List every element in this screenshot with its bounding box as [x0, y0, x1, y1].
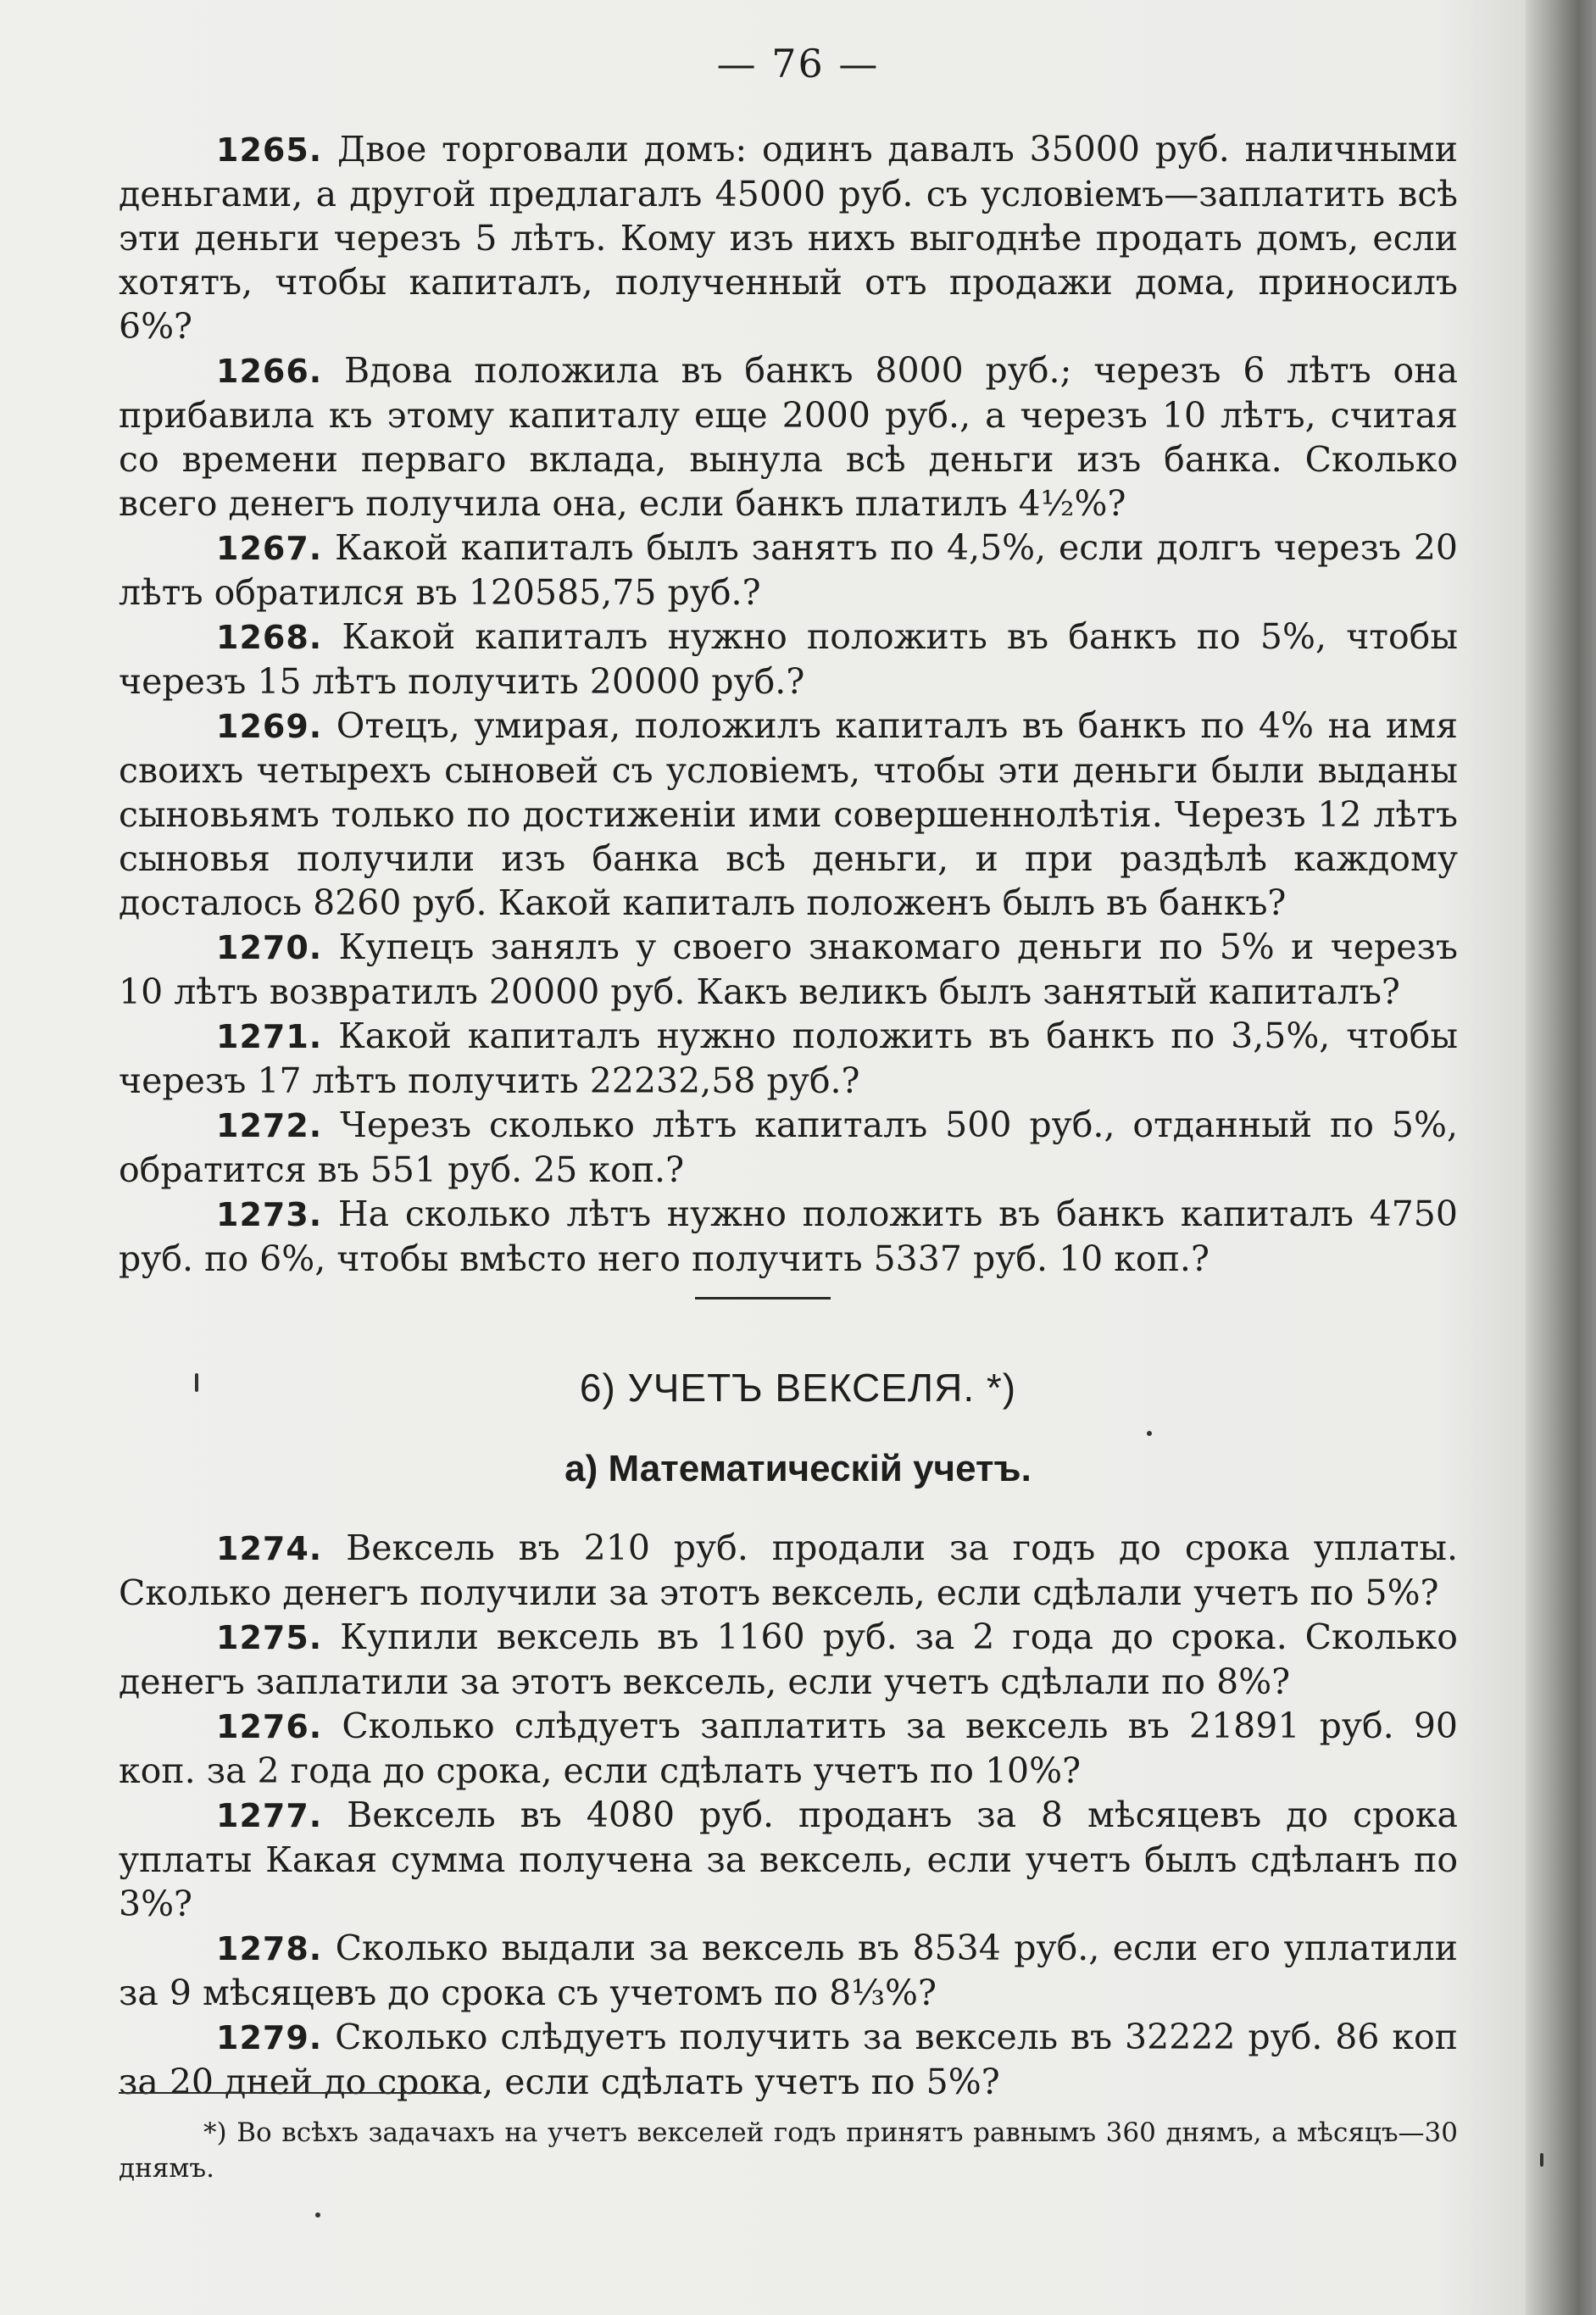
- problem-item: [119, 1704, 1458, 1793]
- problem-number: 1274.: [216, 1530, 323, 1567]
- problem-number: 1267.: [216, 530, 323, 567]
- problem-text: Двое торговали домъ: одинъ давалъ 35000 руб. наличными деньгами, а другой предлагалъ 45000 руб. съ условіемъ—заплатить всѣ эти деньги черезъ 5 лѣтъ. Кому изъ нихъ выгоднѣе продать домъ, если хотятъ, чтобы капиталъ, полученный отъ продажи дома, приносилъ 6%?: [119, 129, 1458, 347]
- problem-number: 1266.: [216, 353, 323, 390]
- problem-number: 1278.: [216, 1930, 323, 1967]
- problem-text: Вдова положила въ банкъ 8000 руб.; черезъ 6 лѣтъ она прибавила къ этому капиталу еще 2000 руб., а черезъ 10 лѣтъ, считая со времени перваго вклада, вынула всѣ деньги изъ банка. Сколько всего денегъ получила она, если банкъ платилъ 4½%?: [119, 350, 1458, 524]
- footnote-rule: [119, 2092, 475, 2094]
- section-divider: [695, 1297, 831, 1299]
- problem-item: [119, 2015, 1458, 2104]
- problem-text: Черезъ сколько лѣтъ капиталъ 500 руб., отданный по 5%, обратится въ 551 руб. 25 коп.?: [119, 1105, 1458, 1190]
- problems-section-bill-discount: [119, 1526, 1458, 2104]
- problem-number: 1276.: [216, 1708, 323, 1745]
- scan-speck: [1147, 1431, 1152, 1436]
- problem-number: 1269.: [216, 708, 323, 745]
- problem-number: 1270.: [216, 929, 323, 966]
- problem-text: Какой капиталъ былъ занятъ по 4,5%, если долгъ черезъ 20 лѣтъ обратился въ 120585,75 руб.?: [119, 527, 1458, 613]
- problem-text: Какой капиталъ нужно положить въ банкъ по 3,5%, чтобы черезъ 17 лѣтъ получить 22232,58 руб.?: [119, 1016, 1458, 1101]
- problem-text: Какой капиталъ нужно положить въ банкъ по 5%, чтобы черезъ 15 лѣтъ получить 20000 руб.?: [119, 616, 1458, 702]
- problem-number: 1271.: [216, 1018, 323, 1055]
- problem-number: 1272.: [216, 1107, 323, 1144]
- problem-number: 1275.: [216, 1619, 323, 1656]
- problem-text: Отецъ, умирая, положилъ капиталъ въ банкъ по 4% на имя своихъ четырехъ сыновей съ условіемъ, чтобы эти деньги были выданы сыновьямъ только по достиженіи ими совершеннолѣтія. Черезъ 12 лѣтъ сыновья получили изъ банка всѣ деньги, и при раздѣлѣ каждому досталось 8260 руб. Какой капиталъ положенъ былъ въ банкъ?: [119, 705, 1458, 923]
- problem-text: Купили вексель въ 1160 руб. за 2 года до срока. Сколько денегъ заплатили за этотъ вексель, если учетъ сдѣлали по 8%?: [119, 1617, 1458, 1702]
- problem-text: Сколько выдали за вексель въ 8534 руб., если его уплатили за 9 мѣсяцевъ до срока съ учетомъ по 8⅓%?: [119, 1928, 1458, 2013]
- problem-number: 1277.: [216, 1797, 323, 1834]
- problems-section-compound-interest: [119, 127, 1458, 1281]
- problem-item: [119, 1926, 1458, 2015]
- problem-item: [119, 704, 1458, 925]
- footnote: *) Во всѣхъ задачахъ на учетъ векселей годъ принятъ равнымъ 360 днямъ, а мѣсяцъ—30 днямъ.: [119, 2117, 1458, 2184]
- problem-item: [119, 348, 1458, 526]
- problem-text: Вексель въ 4080 руб. проданъ за 8 мѣсяцевъ до срока уплаты Какая сумма получена за вексель, если учетъ былъ сдѣланъ по 3%?: [119, 1795, 1458, 1924]
- problem-item: [119, 925, 1458, 1014]
- problem-item: [119, 526, 1458, 615]
- problem-item: [119, 1793, 1458, 1926]
- scan-speck: [195, 1373, 198, 1392]
- section-title: 6) УЧЕТЪ ВЕКСЕЛЯ. *): [579, 1366, 1017, 1410]
- problem-number: 1265.: [216, 131, 323, 169]
- problem-text: На сколько лѣтъ нужно положить въ банкъ капиталъ 4750 руб. по 6%, чтобы вмѣсто него получить 5337 руб. 10 коп.?: [119, 1194, 1458, 1279]
- page-number: — 76 —: [716, 41, 880, 86]
- problem-text: Сколько слѣдуетъ заплатить за вексель въ 21891 руб. 90 коп. за 2 года до срока, если сдѣлать учетъ по 10%?: [119, 1706, 1458, 1791]
- problem-item: [119, 1615, 1458, 1704]
- problem-number: 1273.: [216, 1196, 323, 1233]
- problem-text: Сколько слѣдуетъ получить за вексель въ 32222 руб. 86 коп за 20 дней до срока, если сдѣлать учетъ по 5%?: [119, 2017, 1458, 2102]
- problem-text: Вексель въ 210 руб. продали за годъ до срока уплаты. Сколько денегъ получили за этотъ вексель, если сдѣлали учетъ по 5%?: [119, 1528, 1458, 1613]
- problem-number: 1268.: [216, 619, 323, 656]
- problem-text: Купецъ занялъ у своего знакомаго деньги по 5% и черезъ 10 лѣтъ возвратилъ 20000 руб. Какъ великъ былъ занятый капиталъ?: [119, 927, 1458, 1012]
- problem-item: [119, 1526, 1458, 1615]
- problem-item: [119, 1192, 1458, 1281]
- problem-item: [119, 1014, 1458, 1103]
- scan-speck: [315, 2212, 320, 2218]
- problem-number: 1279.: [216, 2019, 323, 2056]
- problem-item: [119, 615, 1458, 704]
- book-spine-shadow: [1526, 0, 1596, 2315]
- problem-item: [119, 1103, 1458, 1192]
- problem-item: [119, 127, 1458, 348]
- scan-speck: [1540, 2153, 1543, 2167]
- subsection-title: а) Математическій учетъ.: [564, 1448, 1032, 1489]
